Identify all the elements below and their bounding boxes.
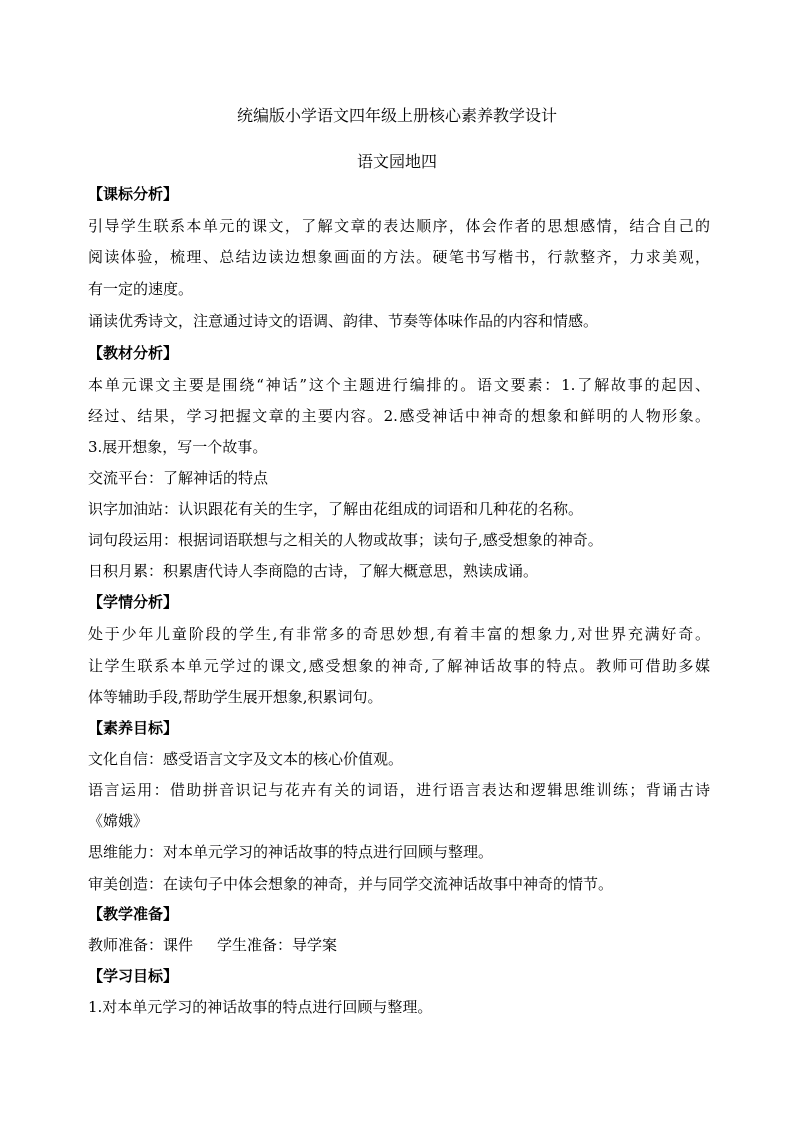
paragraph-line: 经过、结果，学习把握文章的主要内容。2.感受神话中神奇的想象和鲜明的人物形象。 — [88, 407, 710, 425]
section-heading-objectives: 【学习目标】 — [88, 967, 179, 985]
section-heading-students: 【学情分析】 — [88, 593, 179, 611]
document-subtitle: 语文园地四 — [356, 152, 437, 171]
paragraph-line: 有一定的速度。 — [88, 280, 194, 298]
paragraph-line: 词句段运用：根据词语联想与之相关的人物或故事；读句子,感受想象的神奇。 — [88, 531, 603, 549]
paragraph-line: 识字加油站：认识跟花有关的生字，了解由花组成的词语和几种花的名称。 — [88, 500, 584, 518]
paragraph-line: 3.展开想象，写一个故事。 — [88, 438, 268, 456]
paragraph-line: 语言运用：借助拼音识记与花卉有关的词语，进行语言表达和逻辑思维训练；背诵古诗 — [88, 781, 710, 799]
paragraph-line: 审美创造：在读句子中体会想象的神奇，并与同学交流神话故事中神奇的情节。 — [88, 875, 614, 893]
section-heading-curriculum: 【课标分析】 — [88, 185, 179, 203]
paragraph-line: 处于少年儿童阶段的学生,有非常多的奇思妙想,有着丰富的想象力,对世界充满好奇。 — [88, 625, 710, 643]
section-heading-textbook: 【教材分析】 — [88, 344, 179, 362]
paragraph-line: 交流平台：了解神话的特点 — [88, 469, 269, 487]
paragraph-line: 本单元课文主要是围绕“神话”这个主题进行编排的。语文要素：1.了解故事的起因、 — [88, 376, 710, 394]
paragraph-line: 诵读优秀诗文，注意通过诗文的语调、韵律、节奏等体味作品的内容和情感。 — [88, 312, 599, 330]
paragraph-line: 日积月累：积累唐代诗人李商隐的古诗，了解大概意思，熟读成诵。 — [88, 562, 539, 580]
paragraph-line: 文化自信：感受语言文字及文本的核心价值观。 — [88, 750, 404, 768]
teacher-prep: 教师准备：课件 — [88, 936, 194, 954]
paragraph-line: 体等辅助手段,帮助学生展开想象,积累词句。 — [88, 688, 383, 706]
prep-line — [88, 935, 337, 955]
paragraph-line: 思维能力：对本单元学习的神话故事的特点进行回顾与整理。 — [88, 843, 494, 861]
paragraph-line: 阅读体验，梳理、总结边读边想象画面的方法。硬笔书写楷书，行款整齐，力求美观， — [88, 248, 710, 266]
student-prep: 学生准备：导学案 — [217, 936, 338, 954]
paragraph-line: 让学生联系本单元学过的课文,感受想象的神奇,了解神话故事的特点。教师可借助多媒 — [88, 657, 710, 675]
document-title: 统编版小学语文四年级上册核心素养教学设计 — [236, 106, 557, 125]
paragraph-line: 引导学生联系本单元的课文，了解文章的表达顺序，体会作者的思想感情，结合自己的 — [88, 217, 710, 235]
section-heading-prep: 【教学准备】 — [88, 905, 179, 923]
paragraph-line: 《嫦娥》 — [88, 812, 149, 830]
paragraph-line: 1.对本单元学习的神话故事的特点进行回顾与整理。 — [88, 998, 433, 1016]
section-heading-literacy: 【素养目标】 — [88, 719, 179, 737]
